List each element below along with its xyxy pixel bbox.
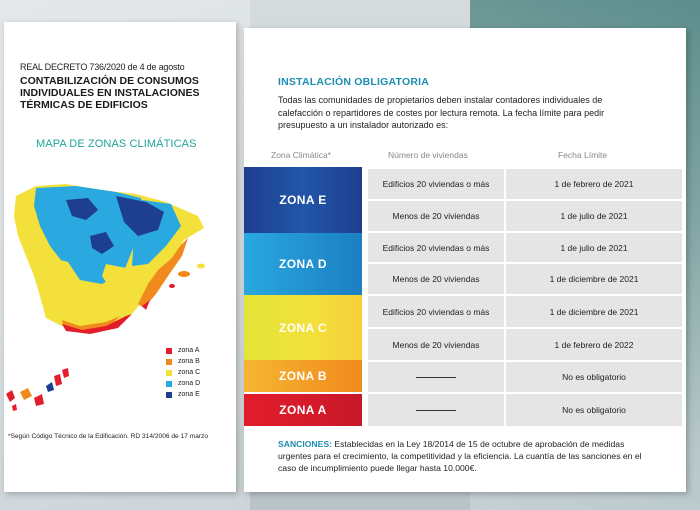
date-cell: No es obligatorio (506, 362, 682, 392)
housing-cell: Edificios 20 viviendas o más (368, 296, 504, 327)
canary-island (46, 382, 54, 392)
date-cell: 1 de julio de 2021 (506, 233, 682, 262)
title-line: INDIVIDUALES EN INSTALACIONES (20, 87, 200, 99)
table-row (368, 233, 682, 262)
zone-b-label: ZONA B (244, 360, 362, 392)
housing-cell (368, 362, 504, 392)
canary-island (20, 388, 32, 400)
table-row (368, 362, 682, 392)
legend-item-zona-d: zona D (166, 378, 200, 389)
date-cell: 1 de diciembre de 2021 (506, 296, 682, 327)
header-date: Fecha Límite (558, 150, 608, 160)
zone-a-label: ZONA A (244, 394, 362, 426)
table-row (368, 169, 682, 199)
legend-item-zona-a: zona A (166, 345, 200, 356)
date-cell: 1 de diciembre de 2021 (506, 264, 682, 294)
date-cell: No es obligatorio (506, 394, 682, 426)
housing-cell: Edificios 20 viviendas o más (368, 169, 504, 199)
map-title: MAPA DE ZONAS CLIMÁTICAS (36, 138, 197, 150)
date-cell: 1 de febrero de 2022 (506, 329, 682, 360)
legend-item-zona-b: zona B (166, 356, 200, 367)
sanciones-label: SANCIONES: (278, 439, 332, 449)
sanciones-text: Establecidas en la Ley 18/2014 de 15 de octubre de aprobación de medidas urgentes para el crecimiento, la competitividad y la eficiencia. La cuantía de las sanciones en el caso de incumplimiento puede llegar hasta 10.000€. (278, 439, 642, 473)
section-title: INSTALACIÓN OBLIGATORIA (278, 76, 430, 88)
legend-item-zona-e: zona E (166, 389, 200, 400)
spain-climate-map (6, 176, 216, 336)
legend-item-zona-c: zona C (166, 367, 200, 378)
table-row (368, 394, 682, 426)
housing-cell: Menos de 20 viviendas (368, 329, 504, 360)
footnote: *Según Código Técnico de la Edificación. RD 314/2006 de 17 marzo (8, 433, 209, 440)
not-applicable-dash (416, 410, 456, 411)
intro-paragraph: Todas las comunidades de propietarios deben instalar contadores individuales de calefacción o repartidores de costes por lectura remota. La fecha límite para pedir presupuesto a un instalador autorizado es: (278, 95, 605, 130)
canary-islands-map (2, 368, 72, 418)
table-row (368, 264, 682, 294)
housing-cell (368, 394, 504, 426)
header-zone: Zona Climática* (271, 150, 331, 160)
decree-reference: REAL DECRETO 736/2020 de 4 de agosto (20, 62, 185, 72)
balearic-island (169, 284, 175, 288)
housing-cell: Edificios 20 viviendas o más (368, 233, 504, 262)
title-line: CONTABILIZACIÓN DE CONSUMOS (20, 75, 199, 87)
title-line: TÉRMICAS DE EDIFICIOS (20, 99, 148, 111)
zone-c-label: ZONA C (244, 295, 362, 360)
zone-e-label: ZONA E (244, 167, 362, 233)
table-row (368, 296, 682, 327)
header-housing: Número de viviendas (388, 150, 468, 160)
date-cell: 1 de julio de 2021 (506, 201, 682, 231)
sanciones-paragraph (278, 438, 648, 474)
canary-island (34, 394, 44, 406)
table-row (368, 329, 682, 360)
not-applicable-dash (416, 377, 456, 378)
housing-cell: Menos de 20 viviendas (368, 201, 504, 231)
housing-cell: Menos de 20 viviendas (368, 264, 504, 294)
canary-island (6, 390, 15, 402)
canary-island (62, 368, 69, 378)
canary-island (12, 404, 17, 411)
table-row (368, 201, 682, 231)
date-cell: 1 de febrero de 2021 (506, 169, 682, 199)
canary-island (54, 374, 62, 386)
document-title (20, 75, 230, 111)
balearic-island (197, 264, 205, 269)
balearic-island (178, 271, 190, 277)
map-legend (166, 345, 200, 400)
zone-d-label: ZONA D (244, 233, 362, 295)
